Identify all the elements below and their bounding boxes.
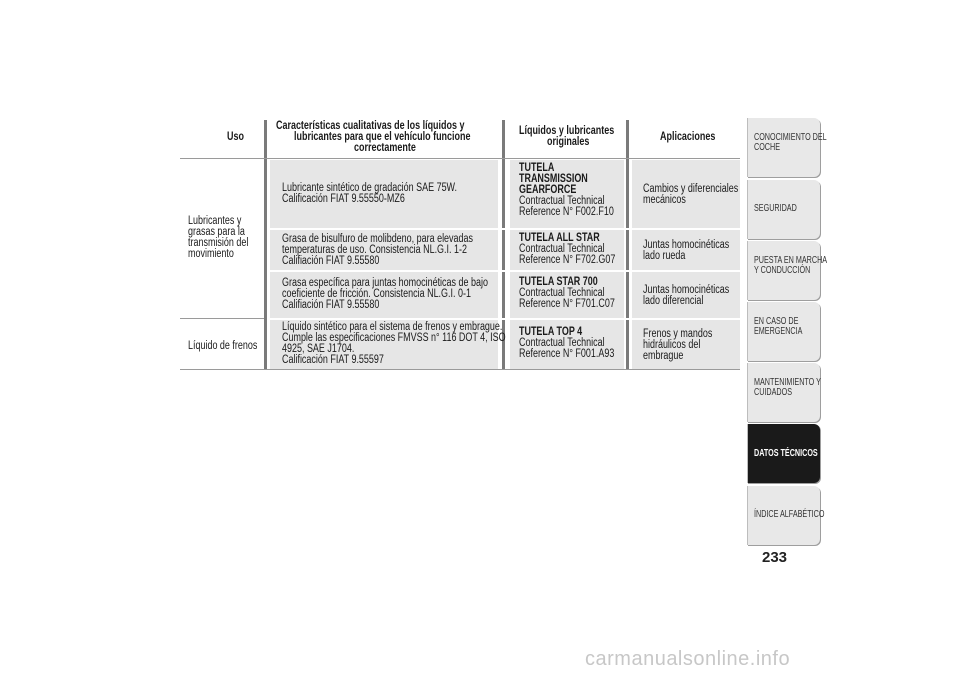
tab-label: ÍNDICE ALFABÉTICO	[754, 509, 825, 520]
page-number: 233	[762, 549, 788, 566]
tab-label: CONOCIMIENTO DEL	[754, 132, 827, 143]
tab-seguridad[interactable]	[747, 180, 820, 239]
row-separator	[270, 228, 740, 230]
aplicaciones-row4: Frenos y mandos hidráulicos del embrague	[643, 328, 713, 362]
tab-label: DATOS TÉCNICOS	[754, 448, 818, 459]
aplicaciones-row2: Juntas homocinéticas lado rueda	[643, 239, 730, 262]
tab-label: MANTENIMIENTO Y	[754, 377, 821, 388]
caracteristicas-row1: Lubricante sintético de gradación SAE 75W. Calificación FIAT 9.55550-MZ6	[282, 182, 458, 205]
header-caracteristicas: Características cualitativas de los líquidos y lubricantes para que el vehículo funcione correctamente	[276, 120, 471, 154]
producto-row2: TUTELA ALL STAR Contractual Technical Reference N° F702.G07	[519, 232, 616, 266]
row-separator	[270, 318, 740, 320]
tab-mantenimiento-y-cuidados[interactable]	[747, 363, 820, 422]
caracteristicas-row3: Grasa específica para juntas homocinéticas de bajo coeficiente de fricción. Consistencia NL.G.I. 0-1 Califiación FIAT 9.55580	[282, 277, 488, 311]
producto-row3: TUTELA STAR 700 Contractual Technical Reference N° F701.C07	[519, 276, 615, 310]
header-liquidos: Líquidos y lubricantes originales	[519, 125, 615, 148]
caracteristicas-row2: Grasa de bisulfuro de molibdeno, para elevadas temperaturas de uso. Consistencia NL.G.I. 1-2 Califiación FIAT 9.55580	[282, 233, 473, 267]
row-separator	[270, 270, 740, 272]
tab-label: SEGURIDAD	[754, 203, 797, 214]
producto-row4: TUTELA TOP 4 Contractual Technical Reference N° F001.A93	[519, 326, 615, 360]
header-rule	[180, 158, 740, 159]
tab-label: COCHE	[754, 142, 781, 153]
producto-row1: TUTELA TRANSMISSION GEARFORCE Contractual Technical Reference N° F002.F10	[519, 162, 614, 218]
table-bottom-rule	[180, 369, 740, 370]
uso-liquido-frenos: Líquido de frenos	[188, 340, 258, 352]
tab-en-caso-de-emergencia[interactable]	[747, 302, 820, 361]
caracteristicas-row4: Líquido sintético para el sistema de frenos y embrague. Cumple las especificaciones FMVSS n° 116 DOT 4, ISO 4925, SAE J1704. Calificación FIAT 9.55597	[282, 321, 506, 366]
header-uso: Uso	[227, 131, 245, 143]
uso-lubricantes: Lubricantes y grasas para la transmisión del movimiento	[188, 215, 249, 260]
header-aplicaciones: Aplicaciones	[660, 131, 716, 143]
tab-label: EN CASO DE	[754, 316, 799, 327]
tab-label: PUESTA EN MARCHA	[754, 255, 828, 266]
tab-label: CUIDADOS	[754, 387, 793, 398]
aplicaciones-row3: Juntas homocinéticas lado diferencial	[643, 284, 730, 307]
tab-conocimiento-del-coche[interactable]	[747, 118, 827, 177]
tab-indice-alfabetico[interactable]	[747, 486, 825, 545]
tab-label: EMERGENCIA	[754, 326, 803, 337]
group-rule	[180, 318, 264, 319]
tab-puesta-en-marcha[interactable]	[747, 241, 828, 300]
watermark: carmanualsonline.info	[585, 648, 791, 670]
aplicaciones-row1: Cambios y diferenciales mecánicos	[643, 183, 739, 206]
tab-label: Y CONDUCCIÓN	[754, 265, 811, 276]
tab-datos-tecnicos[interactable]	[747, 424, 820, 483]
